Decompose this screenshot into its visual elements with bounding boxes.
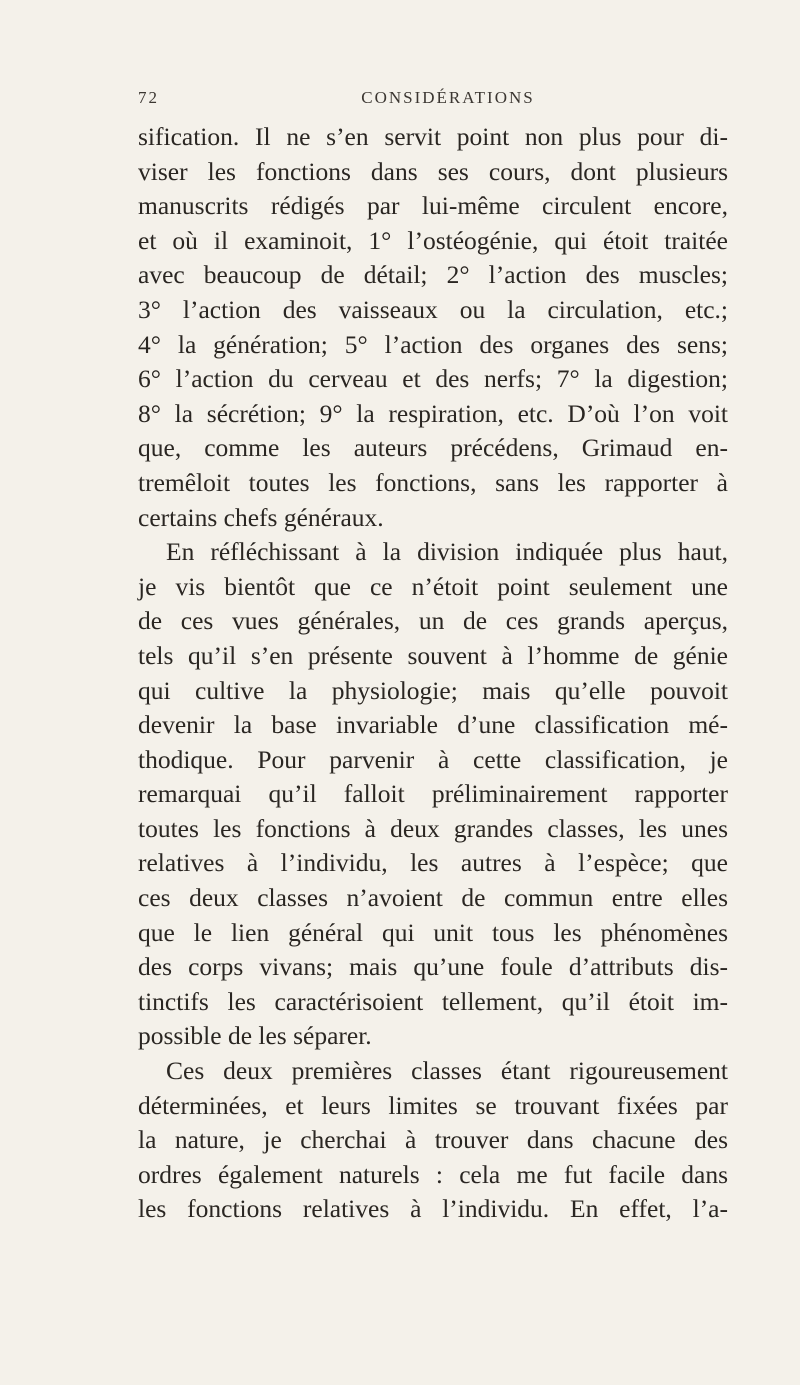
text-line: remarquai qu’il falloit préliminairement rapporter bbox=[138, 779, 728, 809]
text-line: que, comme les auteurs précédens, Grimaud en- bbox=[138, 433, 728, 463]
text-line: je vis bientôt que ce n’étoit point seulement une bbox=[138, 571, 728, 601]
text-line: ces deux classes n’avoient de commun entre elles bbox=[138, 883, 728, 913]
text-line: toutes les fonctions à deux grandes classes, les unes bbox=[138, 813, 728, 843]
text-line: viser les fonctions dans ses cours, dont plusieurs bbox=[138, 156, 728, 186]
text-line: les fonctions relatives à l’individu. En effet, l’a- bbox=[138, 1194, 728, 1224]
running-title: CONSIDÉRATIONS bbox=[361, 88, 535, 107]
text-line: En réfléchissant à la division indiquée plus haut, bbox=[166, 537, 728, 567]
text-line: 8° la sécrétion; 9° la respiration, etc. D’où l’on voit bbox=[138, 398, 728, 428]
text-line: 3° l’action des vaisseaux ou la circulation, etc.; bbox=[138, 294, 728, 324]
body-text bbox=[138, 120, 728, 1227]
text-line: relatives à l’individu, les autres à l’espèce; que bbox=[138, 848, 728, 878]
text-line: de ces vues générales, un de ces grands aperçus, bbox=[138, 606, 728, 636]
text-line: possible de les séparer. bbox=[138, 1021, 372, 1051]
text-line: sification. Il ne s’en servit point non plus pour di- bbox=[138, 122, 728, 151]
text-line: ordres également naturels : cela me fut facile dans bbox=[138, 1159, 728, 1189]
text-line: certains chefs généraux. bbox=[138, 502, 384, 532]
text-line: avec beaucoup de détail; 2° l’action des muscles; bbox=[138, 260, 728, 290]
text-line: tremêloit toutes les fonctions, sans les rapporter à bbox=[138, 467, 728, 497]
text-line: que le lien général qui unit tous les phénomènes bbox=[138, 917, 728, 947]
text-line: Ces deux premières classes étant rigoureusement bbox=[166, 1056, 728, 1086]
text-line: la nature, je cherchai à trouver dans chacune des bbox=[138, 1125, 728, 1155]
text-line: et où il examinoit, 1° l’ostéogénie, qui étoit traitée bbox=[138, 225, 728, 255]
text-line: tinctifs les caractérisoient tellement, qu’il étoit im- bbox=[138, 986, 728, 1016]
text-line: devenir la base invariable d’une classification mé- bbox=[138, 710, 728, 740]
text-line: tels qu’il s’en présente souvent à l’homme de génie bbox=[138, 640, 728, 670]
text-line: qui cultive la physiologie; mais qu’elle pouvoit bbox=[138, 675, 728, 705]
text-line: thodique. Pour parvenir à cette classification, je bbox=[138, 744, 728, 774]
text-line: des corps vivans; mais qu’une foule d’attributs dis- bbox=[138, 952, 728, 982]
page-number: 72 bbox=[138, 88, 159, 107]
running-head bbox=[138, 88, 718, 116]
text-line: 4° la génération; 5° l’action des organes des sens; bbox=[138, 329, 728, 359]
text-line: 6° l’action du cerveau et des nerfs; 7° la digestion; bbox=[138, 364, 728, 394]
text-line: manuscrits rédigés par lui-même circulent encore, bbox=[138, 191, 728, 221]
text-line: déterminées, et leurs limites se trouvant fixées par bbox=[138, 1090, 728, 1120]
